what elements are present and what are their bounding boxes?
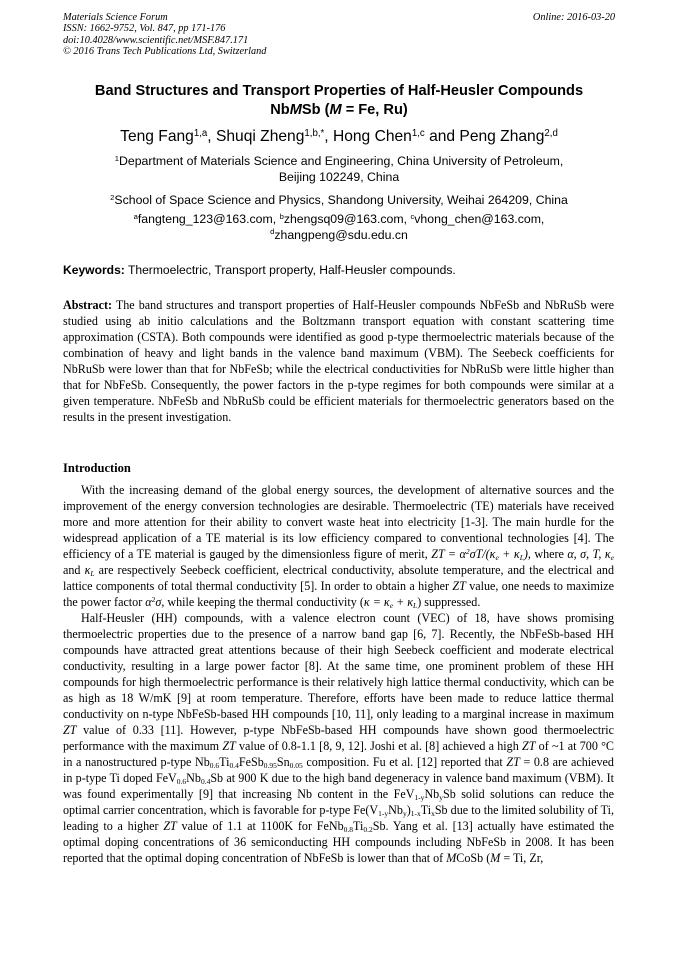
abstract-text: The band structures and transport properties of Half-Heusler compounds NbFeSb and NbRuSb were studied using ab initio calculations and the Boltzmann transport equation with constant scattering time approximation (CSTA). Both compounds were identified as good p-type thermoelectric materials because of the combination of heavy and light bands in the valence band maximum (VBM). The Seebeck coefficients for NbRuSb were lower than that for NbFeSb; while the electrical conductivities for NbRuSb were little higher than that for NbFeSb. Consequently, the power factors in the p-type regimes for both compounds were similar at a given temperature. NbFeSb and NbRuSb could be efficient materials for thermoelectric generators based on the results in the present investigation. <box>63 298 614 424</box>
author-sep: , <box>324 128 333 145</box>
subscript: e <box>495 553 499 563</box>
text-run: Sb. Yang et al. [13] actually have estimated the optimal doping concentrations of 36 semiconducting HH compounds including NbFeSb in 2008. It has been reported that the optimal doping concentration of NbFeSb is lower than that of <box>63 819 614 865</box>
affiliation-1-line-2: Beijing 102249, China <box>278 170 400 184</box>
affil-text: Department of Materials Science and Engineering, China University of Petroleum, <box>118 154 564 168</box>
email-mark: b <box>279 211 284 221</box>
symbol-run: ZT <box>506 755 520 769</box>
author-affil-mark: 1,a <box>193 127 208 139</box>
superscript: 2 <box>151 594 156 604</box>
email-mark: d <box>270 227 275 237</box>
symbol-run: + κ <box>393 595 414 609</box>
text-run: = α <box>444 547 466 561</box>
emails-line-1 <box>40 212 638 228</box>
author-name: Peng Zhang <box>459 128 545 145</box>
subscript: 1-x <box>410 809 421 819</box>
journal-header <box>63 12 615 58</box>
text-run: and <box>63 563 85 577</box>
text-run: ) <box>523 547 528 561</box>
affil-number: 1 <box>114 153 119 163</box>
symbol-run: ZT <box>522 739 536 753</box>
superscript: 2 <box>465 546 470 556</box>
text-run: = 0.8 are achieved in p-type Ti doped FeV <box>63 755 614 785</box>
text-run: + κ <box>498 547 520 561</box>
symbol-run: α <box>145 595 152 609</box>
abstract <box>63 297 614 425</box>
subscript: L <box>413 601 418 611</box>
paragraph-2 <box>63 610 614 866</box>
author-affil-mark: 1,b,* <box>304 127 325 139</box>
issn-line: ISSN: 1662-9752, Vol. 847, pp 171-176 <box>63 23 226 35</box>
author-emails <box>40 212 638 243</box>
author-list <box>40 127 638 147</box>
text-run: FeSb <box>238 755 264 769</box>
affil-number: 2 <box>110 192 115 202</box>
text-run: value of 1.1 at 1100K for FeNb <box>176 819 344 833</box>
affil-text: School of Space Science and Physics, Shandong University, Weihai 264209, China <box>114 193 568 207</box>
subscript: 1-y <box>378 809 389 819</box>
keywords-text: Thermoelectric, Transport property, Half-Heusler compounds. <box>124 263 456 277</box>
symbol-run: M <box>446 851 457 865</box>
email-mark: a <box>133 211 138 221</box>
author-sep: , <box>207 128 216 145</box>
doi-line: doi:10.4028/www.scientific.net/MSF.847.171 <box>63 34 249 46</box>
text-run: Ti <box>420 803 432 817</box>
subscript: 0.05 <box>289 761 303 771</box>
symbol-run: ZT <box>452 579 466 593</box>
subscript: 0.8 <box>343 825 354 835</box>
equation-zt <box>431 547 528 561</box>
email[interactable]: fangteng_123@163.com, <box>137 212 280 226</box>
text-run: , where <box>527 547 568 561</box>
text-run: Nb <box>186 771 201 785</box>
text-run: value of 0.8-1.1 [8, 9, 12]. Joshi et al. [8] achieved a high <box>235 739 522 753</box>
title-part: Nb <box>270 101 290 118</box>
subscript: L <box>519 553 524 563</box>
symbol-run: ZT <box>63 723 77 737</box>
affiliation-1-line-1 <box>40 153 638 169</box>
title-italic-m: M <box>329 101 342 118</box>
text-run: ZT <box>431 547 445 561</box>
subscript: e <box>389 601 394 611</box>
symbol-run: M <box>490 851 501 865</box>
author-name: Hong Chen <box>332 128 412 145</box>
subscript: y <box>402 809 407 819</box>
online-date: Online: 2016-03-20 <box>532 12 615 23</box>
symbol-run: α, σ, T, κ <box>567 547 611 561</box>
text-run: ) suppressed. <box>417 595 481 609</box>
subscript: e <box>610 553 614 563</box>
subscript: 1-y <box>414 793 425 803</box>
subscript: 0.95 <box>263 761 277 771</box>
text-run: Nb <box>424 787 440 801</box>
text-run: , while keeping the thermal conductivity ( <box>161 595 364 609</box>
text-run: of ~1 at 700 °C in a nanostructured p-type Nb <box>63 739 614 769</box>
text-run: are respectively Seebeck coefficient, electrical conductivity, absolute temperature, and the electrical and lattice components of total thermal conductivity [5]. In order to obtain a higher <box>63 563 614 593</box>
affiliation-1 <box>40 153 638 185</box>
body-text <box>63 482 614 866</box>
title-line-1: Band Structures and Transport Properties of Half-Heusler Compounds <box>94 83 584 99</box>
subscript: x <box>431 809 435 819</box>
paper-title <box>40 82 638 119</box>
subscript: 0.6 <box>209 761 220 771</box>
title-italic-m: M <box>289 101 302 118</box>
email[interactable]: zhengsq09@163.com, <box>283 212 411 226</box>
text-run: Sb due to the limited solubility of Ti, leading to a higher <box>63 803 614 833</box>
author-sep: and <box>424 128 460 145</box>
section-heading: Introduction <box>63 461 131 475</box>
text-run: Sb solid solutions can reduce the optimal carrier concentration, which is favorable for p-type Fe(V <box>63 787 614 817</box>
text-run: Ti <box>219 755 230 769</box>
author-name: Shuqi Zheng <box>215 128 305 145</box>
email[interactable]: vhong_chen@163.com, <box>414 212 545 226</box>
text-run: Half-Heusler (HH) compounds, with a valence electron count (VEC) of 18, have shows promising thermoelectric properties due to the presence of a narrow band gap [6, 7]. Recently, the NbFeSb-based HH compounds have attracted great attentions because of their high Seebeck coefficient and moderate electrical conductivity, resulting in a large power factor [8]. At the same time, one prominent problem of these HH compounds for high thermoelectric performance is their relatively high lattice thermal conductivity, which can be as high as 18 W/mK [9] at room temperature. Therefore, efforts have been made to reduce lattice thermal conductivity on n-type NbFeSb-based HH compounds [10, 11], only leading to a marginal increase in maximum <box>63 611 614 721</box>
affiliation-2 <box>40 192 638 208</box>
text-run: = Ti, Zr, <box>500 851 544 865</box>
subscript: 0.4 <box>200 777 211 787</box>
keywords <box>63 262 615 278</box>
text-run: CoSb ( <box>456 851 491 865</box>
text-run: Ti <box>353 819 364 833</box>
text-run: σT/(κ <box>469 547 496 561</box>
journal-name: Materials Science Forum <box>63 12 168 23</box>
text-run: Sb at 900 K due to the high band degeneracy in valence band maximum (VBM). It was found experimentally [9] that increasing Nb content in the FeV <box>63 771 614 801</box>
symbol-run: κ <box>84 563 91 577</box>
text-run: Nb <box>388 803 403 817</box>
title-line-2 <box>40 101 638 120</box>
symbol-run: σ <box>155 595 162 609</box>
text-run: With the increasing demand of the global energy sources, the development of alternative sources and the improvement of the energy conversion technologies are desirable. Thermoelectric (TE) materials have received more and more attention for their ability to convert waste heat into electricity [1-3]. The main hurdle for the widespread application of a TE material is its low efficiency compared to conventional technologies [4]. The efficiency of a TE material is gauged by the dimensionless figure of merit, <box>63 483 614 561</box>
text-run: composition. Fu et al. [12] reported that <box>302 755 507 769</box>
subscript: 0.4 <box>229 761 239 771</box>
keywords-label: Keywords: <box>63 263 125 277</box>
email-mark: c <box>410 211 415 221</box>
subscript: 0.2 <box>363 825 373 835</box>
text-run: value, one needs to maximize the power factor <box>63 579 614 609</box>
subscript: 0.6 <box>176 777 187 787</box>
title-part: Sb ( <box>301 101 330 118</box>
author-affil-mark: 2,d <box>544 127 558 139</box>
text-run: ) <box>406 803 411 817</box>
text-run: Sn <box>276 755 290 769</box>
subscript: L <box>90 569 95 579</box>
symbol-run: κ = κ <box>363 595 390 609</box>
text-run: value of 0.33 [11]. However, p-type NbFeSb-based HH compounds have shown good thermoelectric performance with the maximum <box>63 723 614 753</box>
author-affil-mark: 1,c <box>411 127 425 139</box>
symbol-run: ZT <box>163 819 177 833</box>
title-part: = Fe, Ru) <box>341 101 408 118</box>
emails-line-2 <box>40 228 638 244</box>
symbol-run: ZT <box>222 739 236 753</box>
paragraph-1 <box>63 482 614 610</box>
email[interactable]: zhangpeng@sdu.edu.cn <box>274 227 408 242</box>
subscript: y <box>439 793 443 803</box>
abstract-label: Abstract: <box>63 298 113 312</box>
author-name: Teng Fang <box>120 128 194 145</box>
copyright-line: © 2016 Trans Tech Publications Ltd, Switzerland <box>63 46 267 58</box>
